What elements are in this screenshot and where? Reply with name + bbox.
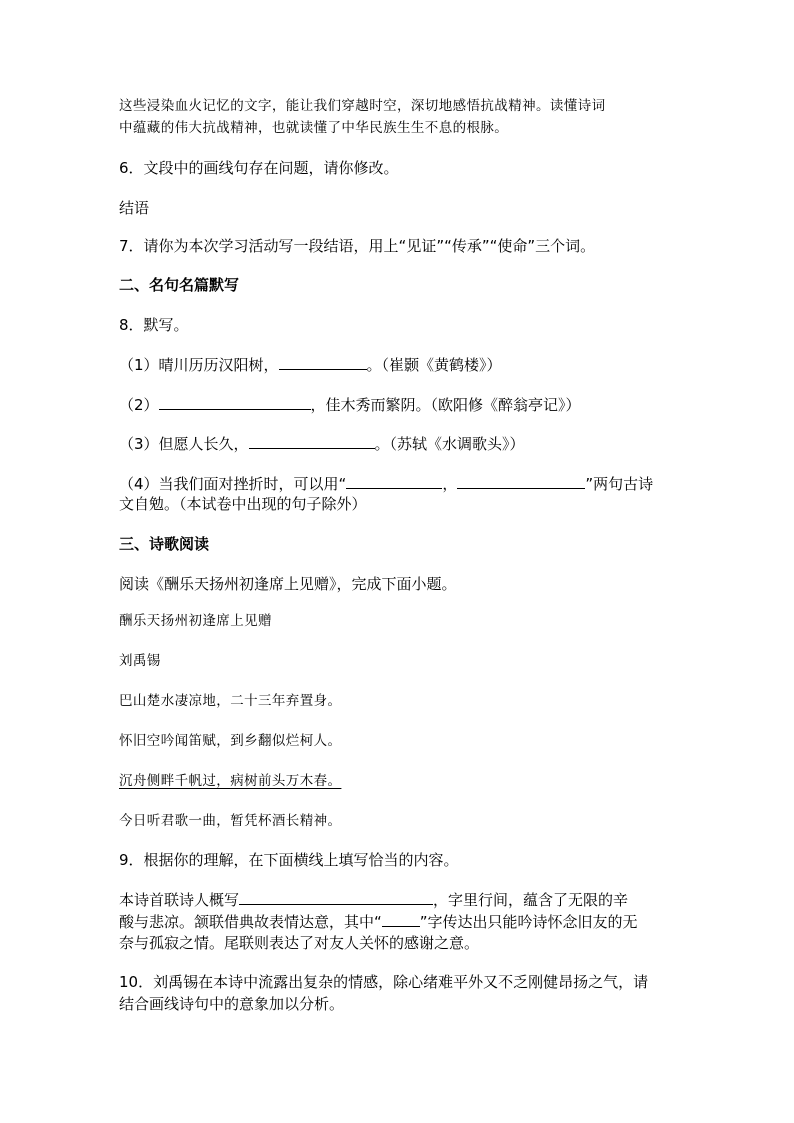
q9-text-a1: 本诗首联诗人概写 — [119, 891, 240, 909]
poem-line-4: 今日听君歌一曲，暂凭杯酒长精神。 — [119, 813, 342, 829]
answer-blank-9a[interactable] — [239, 889, 433, 905]
question-8-item-1 — [119, 354, 502, 375]
conclusion-heading: 结语 — [119, 199, 150, 217]
question-9-line-2 — [119, 911, 638, 932]
reading-instruction: 阅读《酬乐天扬州初逢席上见赠》，完成下面小题。 — [119, 575, 457, 593]
answer-blank-4a[interactable] — [346, 473, 442, 489]
answer-blank-4b[interactable] — [457, 473, 585, 489]
q9-text-b1: 酸与悲凉。颔联借典故表情达意，其中“ — [119, 913, 382, 931]
question-8-stem: 8．默写。 — [119, 316, 189, 334]
answer-blank-3[interactable] — [249, 433, 375, 449]
question-9-line-1 — [119, 889, 628, 910]
answer-blank-2[interactable] — [159, 394, 311, 410]
poem-title: 酬乐天扬州初逢席上见赠 — [119, 613, 272, 629]
item-2-suffix: ，佳木秀而繁阴。（欧阳修《醉翁亭记》） — [310, 396, 581, 414]
item-1-prefix: （1）晴川历历汉阳树， — [119, 356, 279, 374]
answer-blank-1[interactable] — [279, 354, 367, 370]
answer-blank-9b[interactable] — [382, 911, 420, 927]
question-8-item-4-cont: 文自勉。（本试卷中出现的句子除外） — [119, 495, 367, 513]
q9-text-b2: ”字传达出只能吟诗怀念旧友的无 — [419, 913, 638, 931]
item-3-prefix: （3）但愿人长久， — [119, 435, 249, 453]
item-4-prefix: （4）当我们面对挫折时，可以用“ — [119, 475, 347, 493]
question-10-line-2: 结合画线诗句中的意象加以分析。 — [119, 995, 345, 1013]
question-7: 7．请你为本次学习活动写一段结语，用上“见证”“传承”“使命”三个词。 — [119, 237, 596, 255]
item-3-suffix: 。（苏轼《水调歌头》） — [374, 435, 525, 453]
passage-line-1: 这些浸染血火记忆的文字，能让我们穿越时空，深切地感悟抗战精神。读懂诗词 — [119, 98, 606, 114]
section-2-heading: 二、名句名篇默写 — [119, 276, 240, 294]
q9-text-a2: ，字里行间，蕴含了无限的辛 — [433, 891, 629, 909]
question-9-stem: 9．根据你的理解，在下面横线上填写恰当的内容。 — [119, 851, 459, 869]
poem-line-3-underlined: 沉舟侧畔千帆过，病树前头万木春。 — [119, 773, 342, 789]
question-9-line-3: 奈与孤寂之情。尾联则表达了对友人关怀的感谢之意。 — [119, 934, 480, 952]
question-6: 6．文段中的画线句存在问题，请你修改。 — [119, 159, 399, 177]
question-8-item-3 — [119, 433, 525, 454]
question-8-item-4 — [119, 473, 653, 494]
section-3-heading: 三、诗歌阅读 — [119, 535, 210, 553]
poem-line-1: 巴山楚水凄凉地，二十三年弃置身。 — [119, 693, 342, 709]
item-4-suffix: ”两句古诗 — [585, 475, 654, 493]
question-10-line-1: 10．刘禹锡在本诗中流露出复杂的情感，除心绪难平外又不乏刚健昂扬之气，请 — [119, 973, 649, 991]
poem-line-2: 怀旧空吟闻笛赋，到乡翻似烂柯人。 — [119, 733, 342, 749]
poem-author: 刘禹锡 — [119, 653, 161, 669]
passage-line-2: 中蕴藏的伟大抗战精神，也就读懂了中华民族生生不息的根脉。 — [119, 120, 509, 136]
item-2-prefix: （2） — [119, 396, 159, 414]
item-1-suffix: 。（崔颢《黄鹤楼》） — [366, 356, 502, 374]
item-4-comma: ， — [442, 475, 458, 493]
question-8-item-2 — [119, 394, 581, 415]
